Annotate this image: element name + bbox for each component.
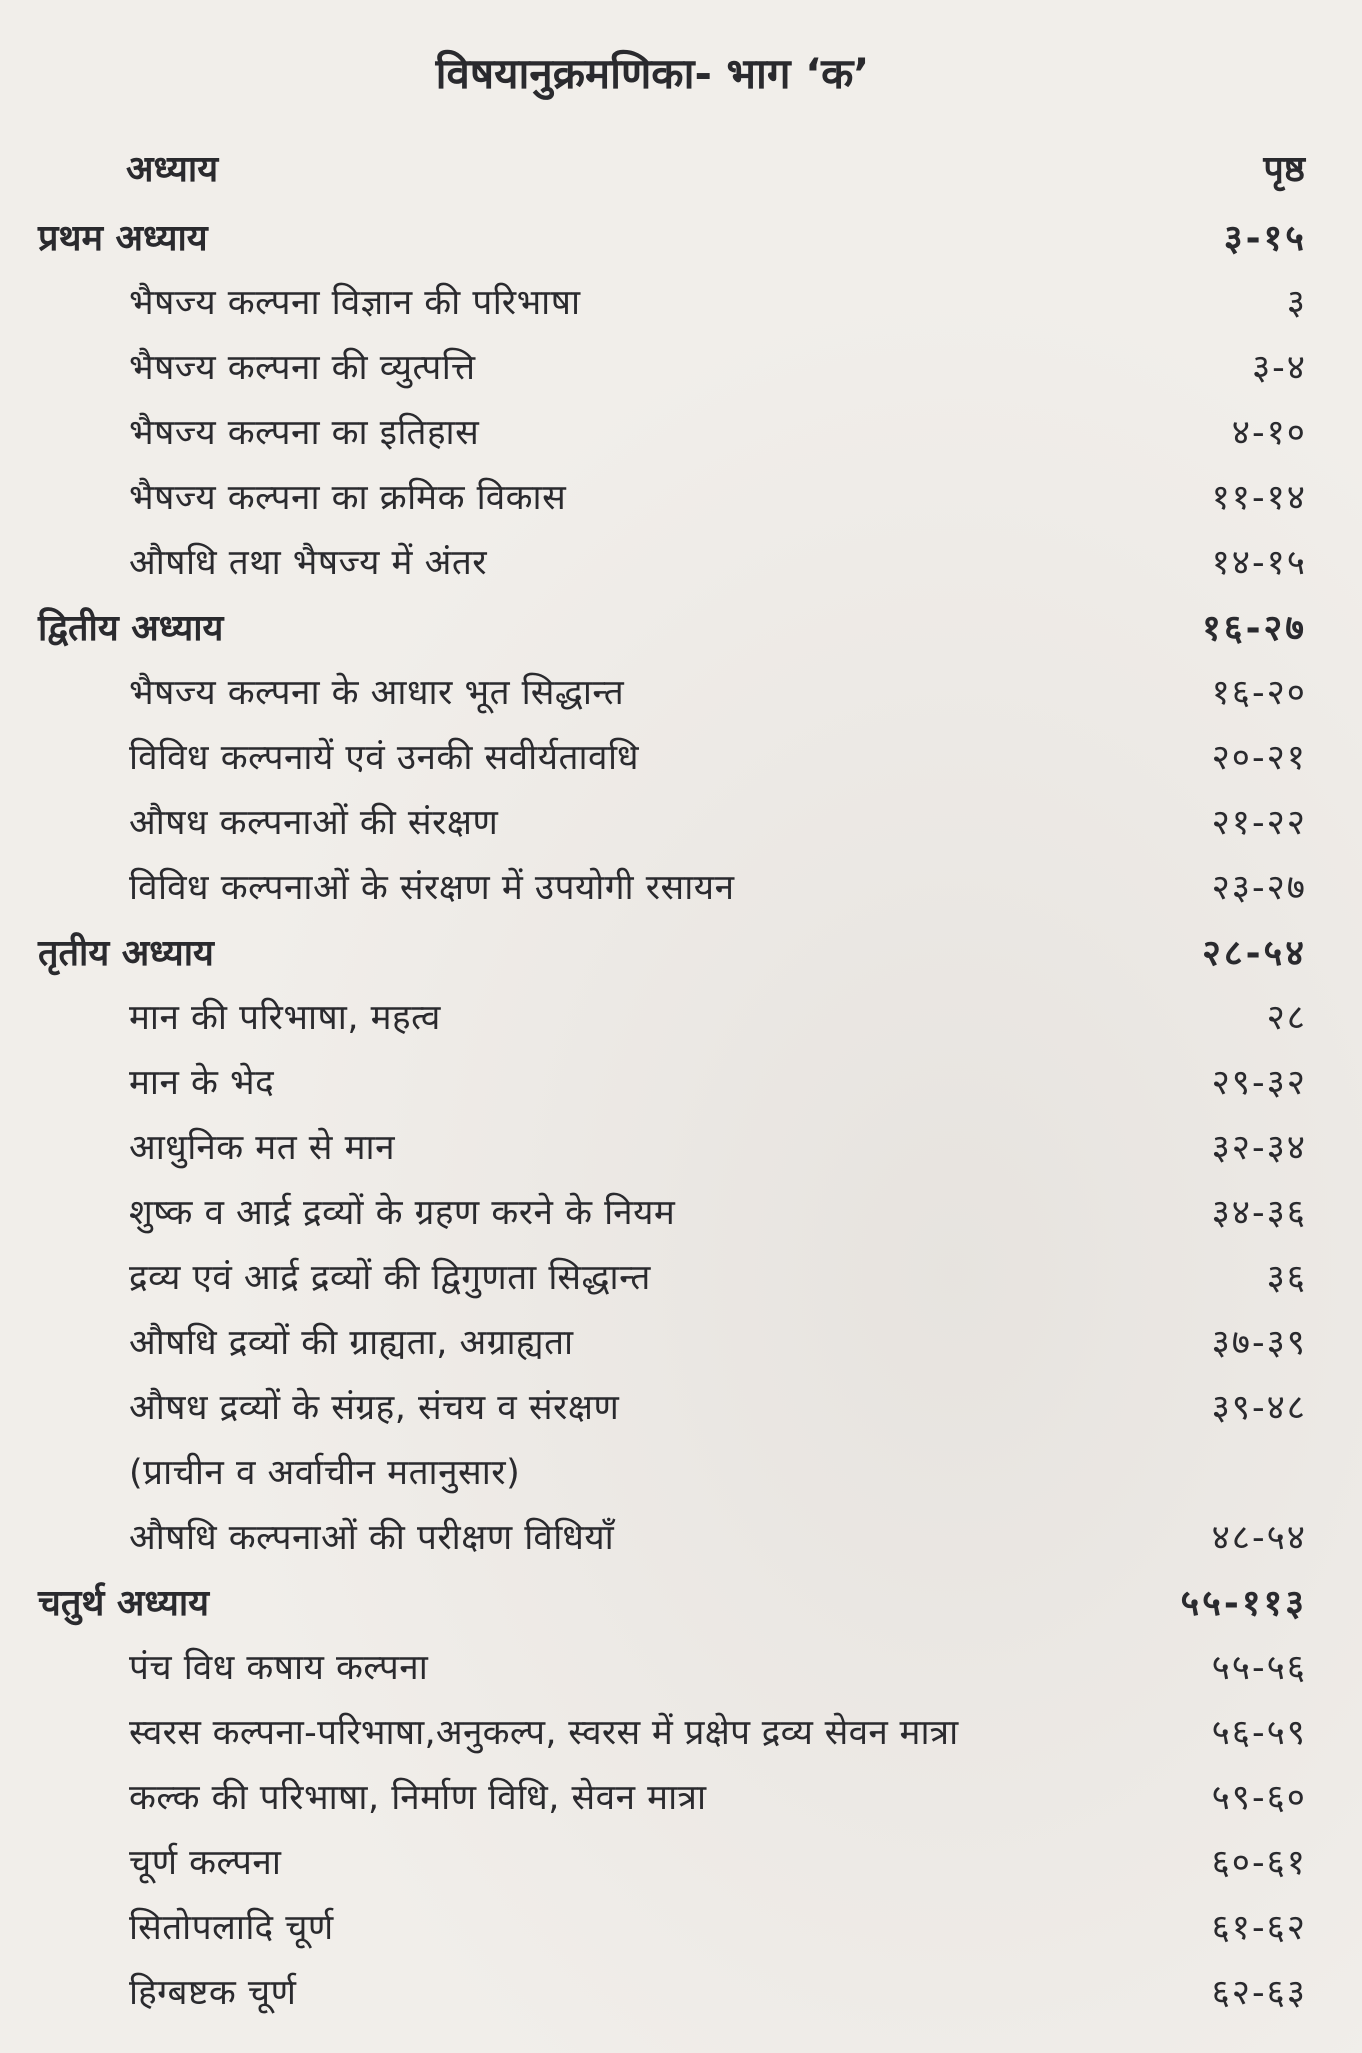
section-pages: २८-५४	[1202, 933, 1307, 974]
page-column-header: पृष्ठ	[1263, 149, 1305, 190]
entry-pages: ६२-६३	[1211, 1973, 1307, 2013]
toc-entry	[38, 1766, 1307, 1831]
chapter-column-header: अध्याय	[126, 149, 219, 190]
toc-entry	[38, 791, 1307, 856]
toc-entry	[38, 1116, 1307, 1181]
toc-entry	[38, 1051, 1307, 1116]
entry-pages: ४-१०	[1231, 413, 1307, 453]
toc-entry	[38, 1506, 1307, 1571]
entry-pages: १६-२०	[1211, 673, 1307, 713]
entry-pages: ६०-६१	[1211, 1843, 1307, 1883]
toc-entry	[38, 1831, 1307, 1896]
entry-label: औषधि द्रव्यों की ग्राह्यता, अग्राह्यता	[129, 1323, 574, 1363]
section-title: द्वितीय अध्याय	[38, 608, 224, 649]
entry-pages: ३७-३९	[1211, 1323, 1307, 1363]
section-heading	[38, 596, 1307, 661]
section-heading	[38, 206, 1307, 271]
entry-label: भैषज्य कल्पना का इतिहास	[129, 413, 480, 453]
entry-label: मान के भेद	[129, 1063, 275, 1103]
entry-pages: २१-२२	[1211, 803, 1307, 843]
toc-entry	[38, 401, 1307, 466]
entry-pages: २८	[1266, 998, 1307, 1038]
entry-pages: ५५-५६	[1211, 1648, 1307, 1688]
entry-label: औषध द्रव्यों के संग्रह, संचय व संरक्षण	[129, 1388, 620, 1428]
entry-pages: ५९-६०	[1211, 1778, 1307, 1818]
entry-pages: ३२-३४	[1211, 1128, 1307, 1168]
entry-label: हिग्बष्टक चूर्ण	[129, 1973, 297, 2013]
entry-label: विविध कल्पनायें एवं उनकी सवीर्यतावधि	[129, 738, 640, 778]
entry-label: विविध कल्पनाओं के संरक्षण में उपयोगी रसायन	[129, 868, 735, 908]
entry-pages: ३४-३६	[1211, 1193, 1307, 1233]
entry-pages: २९-३२	[1211, 1063, 1307, 1103]
entry-label: भैषज्य कल्पना की व्युत्पत्ति	[129, 348, 476, 388]
entry-label: भैषज्य कल्पना के आधार भूत सिद्धान्त	[129, 673, 625, 713]
entry-label: स्वरस कल्पना-परिभाषा,अनुकल्प, स्वरस में प्रक्षेप द्रव्य सेवन मात्रा	[129, 1713, 959, 1753]
toc-entry	[38, 1636, 1307, 1701]
entry-pages: ४८-५४	[1211, 1518, 1307, 1558]
toc-entry	[38, 1311, 1307, 1376]
section-title: प्रथम अध्याय	[38, 218, 208, 259]
entry-label: औषधि कल्पनाओं की परीक्षण विधियाँ	[129, 1518, 615, 1558]
entry-pages: ५६-५९	[1211, 1713, 1307, 1753]
section-title: चतुर्थ अध्याय	[38, 1583, 210, 1624]
entry-label: सितोपलादि चूर्ण	[129, 1908, 334, 1948]
toc-entry	[38, 1246, 1307, 1311]
entry-label: आधुनिक मत से मान	[129, 1128, 396, 1168]
section-pages: ५५-११३	[1180, 1583, 1307, 1624]
entry-label: शुष्क व आर्द्र द्रव्यों के ग्रहण करने के नियम	[129, 1193, 676, 1233]
toc-entry	[38, 271, 1307, 336]
entry-label: द्रव्य एवं आर्द्र द्रव्यों की द्विगुणता सिद्धान्त	[129, 1258, 651, 1298]
toc-entry	[38, 466, 1307, 531]
entry-label: भैषज्य कल्पना विज्ञान की परिभाषा	[129, 283, 581, 323]
toc-entry	[38, 1896, 1307, 1961]
column-headers	[38, 142, 1307, 198]
entry-pages: ११-१४	[1211, 478, 1307, 518]
entry-pages: १४-१५	[1211, 543, 1307, 583]
entry-label: चूर्ण कल्पना	[129, 1843, 282, 1883]
section-title: तृतीय अध्याय	[38, 933, 214, 974]
entry-pages: ६१-६२	[1211, 1908, 1307, 1948]
entry-pages: ३	[1286, 283, 1307, 323]
page-title: विषयानुक्रमणिका- भाग ‘क’	[435, 49, 870, 98]
toc-entry	[38, 1701, 1307, 1766]
entry-label: (प्राचीन व अर्वाचीन मतानुसार)	[129, 1453, 521, 1493]
entry-pages: ३६	[1266, 1258, 1307, 1298]
entry-label: पंच विध कषाय कल्पना	[129, 1648, 429, 1688]
entry-label: औषधि तथा भैषज्य में अंतर	[129, 543, 488, 583]
toc-entry	[38, 531, 1307, 596]
entry-label: कल्क की परिभाषा, निर्माण विधि, सेवन मात्रा	[129, 1778, 707, 1818]
entry-pages: ३-४	[1251, 348, 1307, 388]
toc-entry	[38, 986, 1307, 1051]
entry-label: औषध कल्पनाओं की संरक्षण	[129, 803, 499, 843]
toc-entry	[38, 726, 1307, 791]
toc-entry	[38, 661, 1307, 726]
entry-label: मान की परिभाषा, महत्व	[129, 998, 441, 1038]
section-heading	[38, 921, 1307, 986]
toc-entry	[38, 336, 1307, 401]
entry-pages: २३-२७	[1211, 868, 1307, 908]
toc-entry-continuation	[38, 1441, 1307, 1506]
section-pages: ३-१५	[1223, 218, 1307, 259]
toc-entry	[38, 1181, 1307, 1246]
entry-label: भैषज्य कल्पना का क्रमिक विकास	[129, 478, 567, 518]
section-pages: १६-२७	[1202, 608, 1307, 649]
toc-entry	[38, 856, 1307, 921]
toc-entry	[38, 1376, 1307, 1441]
entry-pages: ३९-४८	[1211, 1388, 1307, 1428]
entry-pages: २०-२१	[1211, 738, 1307, 778]
toc-entry	[38, 1961, 1307, 2026]
section-heading	[38, 1571, 1307, 1636]
